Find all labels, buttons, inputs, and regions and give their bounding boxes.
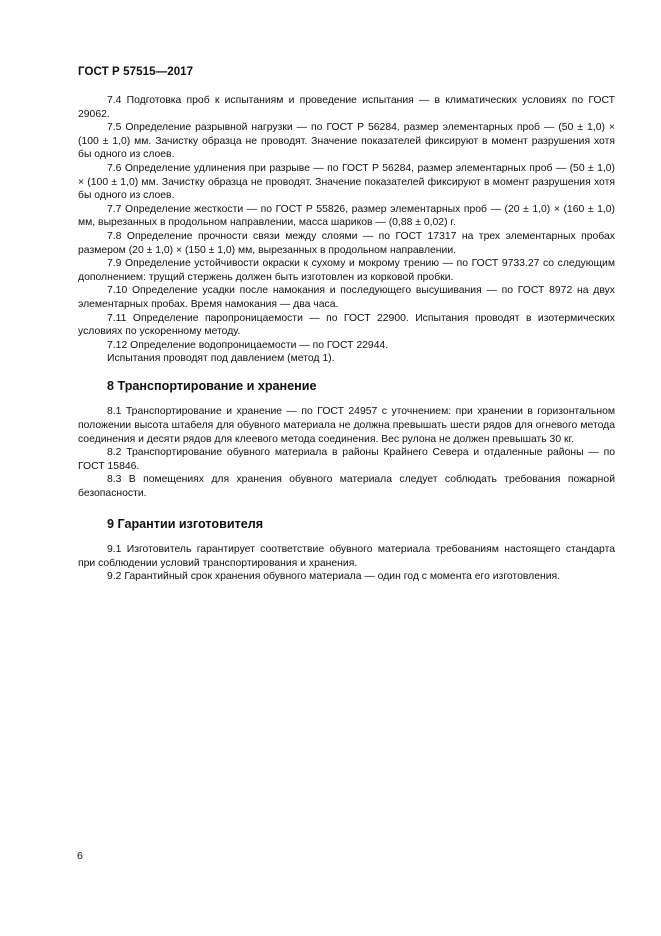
document-header: ГОСТ Р 57515—2017 <box>78 66 194 78</box>
clause-7-8: 7.8 Определение прочности связи между слоями — по ГОСТ 17317 на трех элементарных пробах размером (20 ± 1,0) × (150 ± 1,0) мм, вырезанных в продольном направлении. <box>78 230 615 256</box>
clause-8-2: 8.2 Транспортирование обувного материала в районы Крайнего Севера и отдаленные районы — по ГОСТ 15846. <box>78 447 615 472</box>
clause-7-12-note: Испытания проводят под давлением (метод 1). <box>107 353 335 365</box>
clause-7-9: 7.9 Определение устойчивости окраски к сухому и мокрому трению — по ГОСТ 9733.27 со следующим дополнением: трущий стержень должен быть изготовлен из корковой пробки. <box>78 258 615 283</box>
clause-7-7: 7.7 Определение жесткости — по ГОСТ Р 55826, размер элементарных проб — (20 ± 1,0) × (160 ± 1,0) мм, вырезанных в продольном направлении, масса шариков — (0,88 ± 0,02) г. <box>78 203 615 229</box>
clause-7-4: 7.4 Подготовка проб к испытаниям и проведение испытания — в климатических условиях по ГОСТ 29062. <box>78 95 615 120</box>
clause-8-3: 8.3 В помещениях для хранения обувного материала следует соблюдать требования пожарной безопасности. <box>78 474 615 500</box>
page-number: 6 <box>77 850 83 862</box>
section-8-heading: 8 Транспортирование и хранение <box>107 378 317 393</box>
clause-9-2: 9.2 Гарантийный срок хранения обувного материала — один год с момента его изготовления. <box>107 571 561 583</box>
document-body <box>78 94 615 584</box>
clause-7-11: 7.11 Определение паропроницаемости — по ГОСТ 22900. Испытания проводят в изотермических условиях по ускоренному методу. <box>78 312 615 338</box>
clause-7-5: 7.5 Определение разрывной нагрузки — по ГОСТ Р 56284, размер элементарных проб — (50 ± 1,0) × (100 ± 1,0) мм. Зачистку образца не проводят. Значение показателей фиксируют в момент разрушения хотя бы одного из слоев. <box>78 122 615 161</box>
section-9-heading: 9 Гарантии изготовителя <box>107 516 264 531</box>
clause-7-10: 7.10 Определение усадки после намокания и последующего высушивания — по ГОСТ 8972 на двух элементарных пробах. Время намокания — два часа. <box>78 285 615 310</box>
clause-7-12: 7.12 Определение водопроницаемости — по ГОСТ 22944. <box>107 339 389 351</box>
clause-9-1: 9.1 Изготовитель гарантирует соответствие обувного материала требованиям настоящего стандарта при соблюдении условий транспортирования и хранения. <box>78 544 615 569</box>
clause-7-6: 7.6 Определение удлинения при разрыве — по ГОСТ Р 56284, размер элементарных проб — (50 ± 1,0) × (100 ± 1,0) мм. Зачистку образца не проводят. Значение показателей фиксируют в момент разрушения хотя бы одного из слоев. <box>78 162 615 202</box>
clause-8-1: 8.1 Транспортирование и хранение — по ГОСТ 24957 с уточнением: при хранении в горизонтальном положении высота штабеля для обувного материала не должна превышать шести рядов для огневого метода соединения и десяти рядов для клеевого метода соединения. Вес рулона не должен превышать 30 кг. <box>78 406 615 445</box>
